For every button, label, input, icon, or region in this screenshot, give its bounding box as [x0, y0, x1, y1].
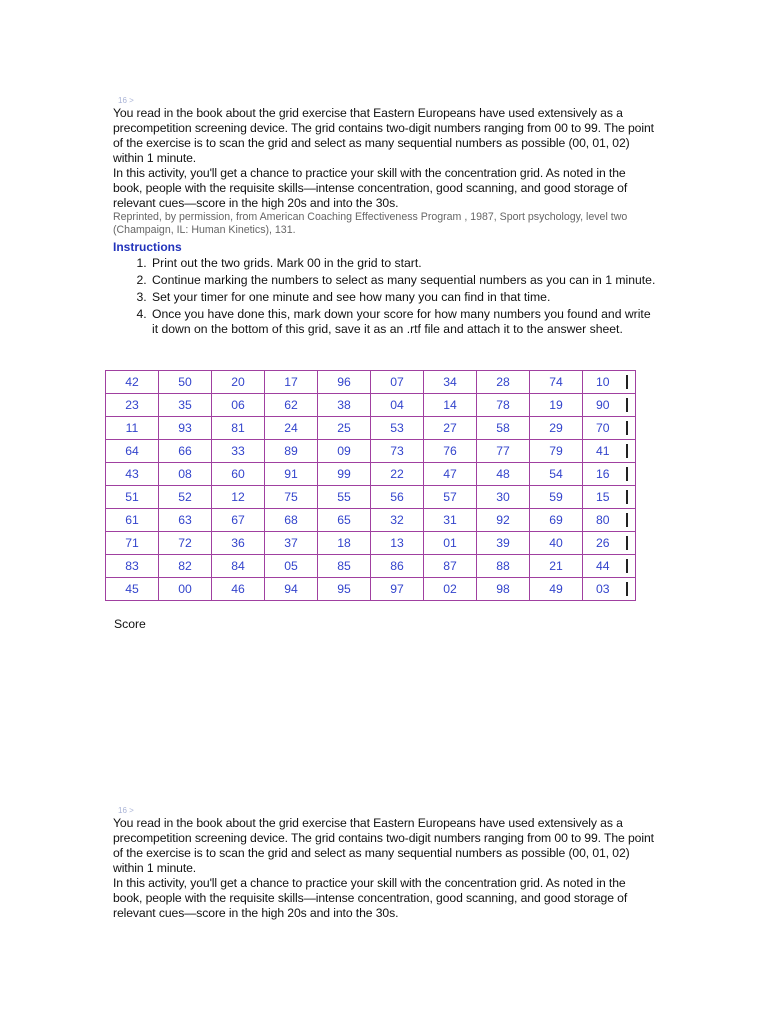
grid-cell[interactable]: 24: [265, 417, 318, 440]
grid-cell[interactable]: 37: [265, 532, 318, 555]
grid-cell-value: 80: [596, 513, 610, 527]
grid-cell[interactable]: 82: [159, 555, 212, 578]
grid-cell[interactable]: 25: [318, 417, 371, 440]
grid-cell[interactable]: 97: [371, 578, 424, 601]
grid-cell[interactable]: 29: [530, 417, 583, 440]
score-label: Score: [114, 617, 146, 631]
grid-cell[interactable]: 64: [106, 440, 159, 463]
grid-cell-value: 44: [596, 559, 610, 573]
grid-cell[interactable]: [583, 578, 636, 601]
grid-cell-value: 26: [596, 536, 610, 550]
text-cursor-mark: [626, 421, 628, 435]
grid-cell[interactable]: 45: [106, 578, 159, 601]
grid-cell[interactable]: 31: [424, 509, 477, 532]
instructions-heading: Instructions: [113, 240, 182, 254]
grid-row: [106, 509, 636, 532]
text-cursor-mark: [626, 444, 628, 458]
grid-cell[interactable]: 02: [424, 578, 477, 601]
grid-cell-value: 03: [596, 582, 610, 596]
text-cursor-mark: [626, 582, 628, 596]
intro-paragraph: You read in the book about the grid exercise that Eastern Europeans have used extensively as a precompetition screening device. The grid contains two-digit numbers ranging from 00 to 99. The point of the exercise is to scan the grid and select as many sequential numbers as possible (00, 01, 02) within 1 minute.: [113, 106, 654, 165]
grid-cell[interactable]: 38: [318, 394, 371, 417]
grid-cell[interactable]: 61: [106, 509, 159, 532]
grid-cell[interactable]: 72: [159, 532, 212, 555]
grid-cell[interactable]: 58: [477, 417, 530, 440]
grid-cell[interactable]: 40: [530, 532, 583, 555]
grid-row: [106, 440, 636, 463]
grid-cell[interactable]: 53: [371, 417, 424, 440]
grid-cell[interactable]: [583, 509, 636, 532]
grid-cell[interactable]: 67: [212, 509, 265, 532]
instructions-list: [113, 256, 658, 337]
grid-cell[interactable]: 94: [265, 578, 318, 601]
grid-cell[interactable]: 68: [265, 509, 318, 532]
grid-cell[interactable]: 77: [477, 440, 530, 463]
grid-cell[interactable]: 52: [159, 486, 212, 509]
grid-cell[interactable]: 96: [318, 371, 371, 394]
grid-cell[interactable]: [583, 440, 636, 463]
grid-cell-value: 70: [596, 421, 610, 435]
grid-cell[interactable]: 65: [318, 509, 371, 532]
grid-cell-value: 10: [596, 375, 610, 389]
text-cursor-mark: [626, 398, 628, 412]
grid-row: [106, 578, 636, 601]
grid-cell[interactable]: 49: [530, 578, 583, 601]
grid-cell[interactable]: 76: [424, 440, 477, 463]
grid-cell[interactable]: 21: [530, 555, 583, 578]
grid-row: [106, 371, 636, 394]
grid-cell[interactable]: 54: [530, 463, 583, 486]
instruction-item: 1. Print out the two grids. Mark 00 in the grid to start.: [150, 256, 658, 271]
intro-section: [113, 96, 658, 339]
grid-cell[interactable]: 14: [424, 394, 477, 417]
grid-cell[interactable]: 71: [106, 532, 159, 555]
grid-cell[interactable]: 17: [265, 371, 318, 394]
grid-cell[interactable]: 55: [318, 486, 371, 509]
concentration-grid: [105, 370, 638, 601]
grid-cell[interactable]: 19: [530, 394, 583, 417]
grid-cell[interactable]: 00: [159, 578, 212, 601]
grid-cell[interactable]: 18: [318, 532, 371, 555]
grid-cell[interactable]: 11: [106, 417, 159, 440]
grid-cell[interactable]: 13: [371, 532, 424, 555]
grid-cell[interactable]: 50: [159, 371, 212, 394]
grid-cell[interactable]: 91: [265, 463, 318, 486]
intro-section-repeat: [113, 806, 658, 921]
instruction-item: 4. Once you have done this, mark down your score for how many numbers you found and write it down on the bottom of this grid, save it as an .rtf file and attach it to the answer sheet.: [150, 307, 658, 337]
grid-cell[interactable]: 56: [371, 486, 424, 509]
text-cursor-mark: [626, 467, 628, 481]
grid-cell[interactable]: 08: [159, 463, 212, 486]
grid-cell-value: 41: [596, 444, 610, 458]
grid-cell[interactable]: 34: [424, 371, 477, 394]
grid-cell[interactable]: 99: [318, 463, 371, 486]
grid-cell[interactable]: 23: [106, 394, 159, 417]
grid-cell[interactable]: 57: [424, 486, 477, 509]
grid-cell[interactable]: 85: [318, 555, 371, 578]
text-cursor-mark: [626, 490, 628, 504]
grid-cell[interactable]: 28: [477, 371, 530, 394]
grid-cell[interactable]: 06: [212, 394, 265, 417]
grid-cell[interactable]: 66: [159, 440, 212, 463]
grid-cell[interactable]: 05: [265, 555, 318, 578]
grid-cell[interactable]: 63: [159, 509, 212, 532]
grid-row: [106, 486, 636, 509]
grid-cell[interactable]: 36: [212, 532, 265, 555]
grid-cell[interactable]: 88: [477, 555, 530, 578]
grid-cell[interactable]: 42: [106, 371, 159, 394]
grid-cell[interactable]: 01: [424, 532, 477, 555]
grid-cell[interactable]: 59: [530, 486, 583, 509]
instruction-item: 3. Set your timer for one minute and see how many you can find in that time.: [150, 290, 658, 305]
grid-row: [106, 394, 636, 417]
grid-cell[interactable]: 84: [212, 555, 265, 578]
grid-cell[interactable]: 81: [212, 417, 265, 440]
text-cursor-mark: [626, 559, 628, 573]
grid-cell[interactable]: 78: [477, 394, 530, 417]
grid-cell[interactable]: 89: [265, 440, 318, 463]
grid-cell[interactable]: 87: [424, 555, 477, 578]
page-marker: 16 >: [118, 806, 134, 815]
grid-cell[interactable]: 43: [106, 463, 159, 486]
grid-cell[interactable]: 47: [424, 463, 477, 486]
grid-cell[interactable]: 69: [530, 509, 583, 532]
grid-cell-value: 15: [596, 490, 610, 504]
grid-cell[interactable]: [583, 463, 636, 486]
text-cursor-mark: [626, 513, 628, 527]
grid-cell[interactable]: 22: [371, 463, 424, 486]
grid-cell[interactable]: 27: [424, 417, 477, 440]
grid-cell-value: 90: [596, 398, 610, 412]
grid-cell[interactable]: 83: [106, 555, 159, 578]
grid-cell[interactable]: 12: [212, 486, 265, 509]
grid-cell[interactable]: 62: [265, 394, 318, 417]
grid-row: [106, 417, 636, 440]
grid-row: [106, 555, 636, 578]
grid-cell[interactable]: 07: [371, 371, 424, 394]
grid-cell[interactable]: [583, 486, 636, 509]
grid-cell[interactable]: 33: [212, 440, 265, 463]
grid-cell[interactable]: 98: [477, 578, 530, 601]
text-cursor-mark: [626, 536, 628, 550]
grid-cell[interactable]: [583, 394, 636, 417]
grid-cell[interactable]: 20: [212, 371, 265, 394]
grid-cell[interactable]: [583, 417, 636, 440]
grid-cell[interactable]: 95: [318, 578, 371, 601]
grid-cell[interactable]: 35: [159, 394, 212, 417]
grid-cell[interactable]: 86: [371, 555, 424, 578]
grid-cell[interactable]: 92: [477, 509, 530, 532]
grid-cell[interactable]: 60: [212, 463, 265, 486]
intro-paragraph: In this activity, you'll get a chance to practice your skill with the concentration grid. As noted in the book, people with the requisite skills—intense concentration, good scanning, and good storage of relevant cues—score in the high 20s and into the 30s.: [113, 876, 628, 920]
grid-cell[interactable]: 39: [477, 532, 530, 555]
grid-cell[interactable]: 51: [106, 486, 159, 509]
grid-cell[interactable]: [583, 532, 636, 555]
grid-cell[interactable]: 74: [530, 371, 583, 394]
intro-paragraph: You read in the book about the grid exercise that Eastern Europeans have used extensively as a precompetition screening device. The grid contains two-digit numbers ranging from 00 to 99. The point of the exercise is to scan the grid and select as many sequential numbers as possible (00, 01, 02) within 1 minute.: [113, 816, 654, 875]
grid-cell[interactable]: 32: [371, 509, 424, 532]
grid-cell[interactable]: 30: [477, 486, 530, 509]
grid-cell[interactable]: 73: [371, 440, 424, 463]
credit-line: Reprinted, by permission, from American Coaching Effectiveness Program , 1987, Sport psychology, level two (Champaign, IL: Human Kinetics), 131.: [113, 211, 628, 236]
grid-cell-value: 16: [596, 467, 610, 481]
grid-row: [106, 532, 636, 555]
grid-cell[interactable]: 09: [318, 440, 371, 463]
page-marker: 16 >: [118, 96, 134, 105]
grid-table: [105, 370, 636, 601]
grid-cell[interactable]: [583, 555, 636, 578]
grid-cell[interactable]: 04: [371, 394, 424, 417]
text-cursor-mark: [626, 375, 628, 389]
grid-cell[interactable]: 93: [159, 417, 212, 440]
grid-cell[interactable]: 79: [530, 440, 583, 463]
grid-cell[interactable]: 46: [212, 578, 265, 601]
grid-row: [106, 463, 636, 486]
instruction-item: 2. Continue marking the numbers to select as many sequential numbers as you can in 1 minute.: [150, 273, 658, 288]
grid-cell[interactable]: 48: [477, 463, 530, 486]
grid-cell[interactable]: [583, 371, 636, 394]
intro-paragraph: In this activity, you'll get a chance to practice your skill with the concentration grid. As noted in the book, people with the requisite skills—intense concentration, good scanning, and good storage of relevant cues—score in the high 20s and into the 30s.: [113, 166, 628, 210]
grid-cell[interactable]: 75: [265, 486, 318, 509]
